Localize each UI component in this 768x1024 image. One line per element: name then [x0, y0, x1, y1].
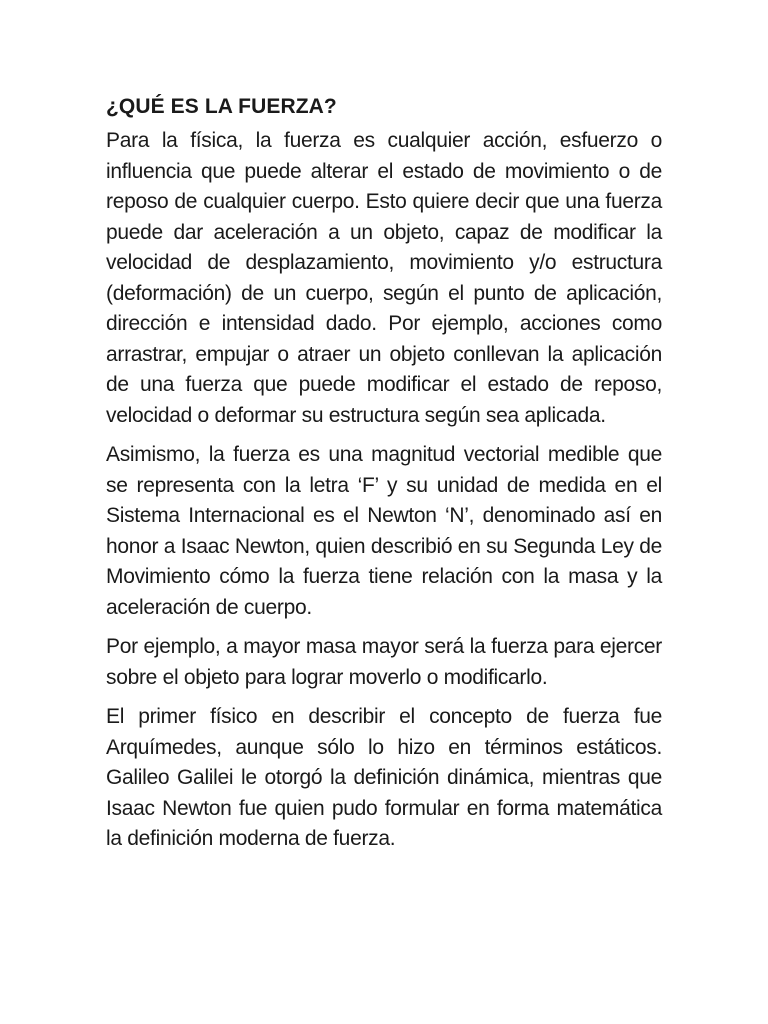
paragraph-vector-magnitude: Asimismo, la fuerza es una magnitud vectorial medible que se representa con la letra ‘F’ y su unidad de medida en el Sistema Internacional es el Newton ‘N’, denominado así en honor a Isaac Newton, quien describió en su Segunda Ley de Movimiento cómo la fuerza tiene relación con la masa y la aceleración de cuerpo. — [106, 443, 662, 619]
paragraph-history: El primer físico en describir el concepto de fuerza fue Arquímedes, aunque sólo lo hizo en términos estáticos. Galileo Galilei le otorgó la definición dinámica, mientras que Isaac Newton fue quien pudo formular en forma matemática la definición moderna de fuerza. — [106, 705, 662, 850]
document-page — [106, 92, 662, 864]
paragraph-example: Por ejemplo, a mayor masa mayor será la fuerza para ejercer sobre el objeto para lograr moverlo o modificarlo. — [106, 635, 662, 689]
document-title: ¿QUÉ ES LA FUERZA? — [106, 95, 337, 118]
paragraph-definition: Para la física, la fuerza es cualquier acción, esfuerzo o influencia que puede alterar el estado de movimiento o de reposo de cualquier cuerpo. Esto quiere decir que una fuerza puede dar aceleración a un objeto, capaz de modificar la velocidad de desplazamiento, movimiento y/o estructura (deformación) de un cuerpo, según el punto de aplicación, dirección e intensidad dado. Por ejemplo, acciones como arrastrar, empujar o atraer un objeto conllevan la aplicación de una fuerza que puede modificar el estado de reposo, velocidad o deformar su estructura según sea aplicada. — [106, 129, 662, 427]
